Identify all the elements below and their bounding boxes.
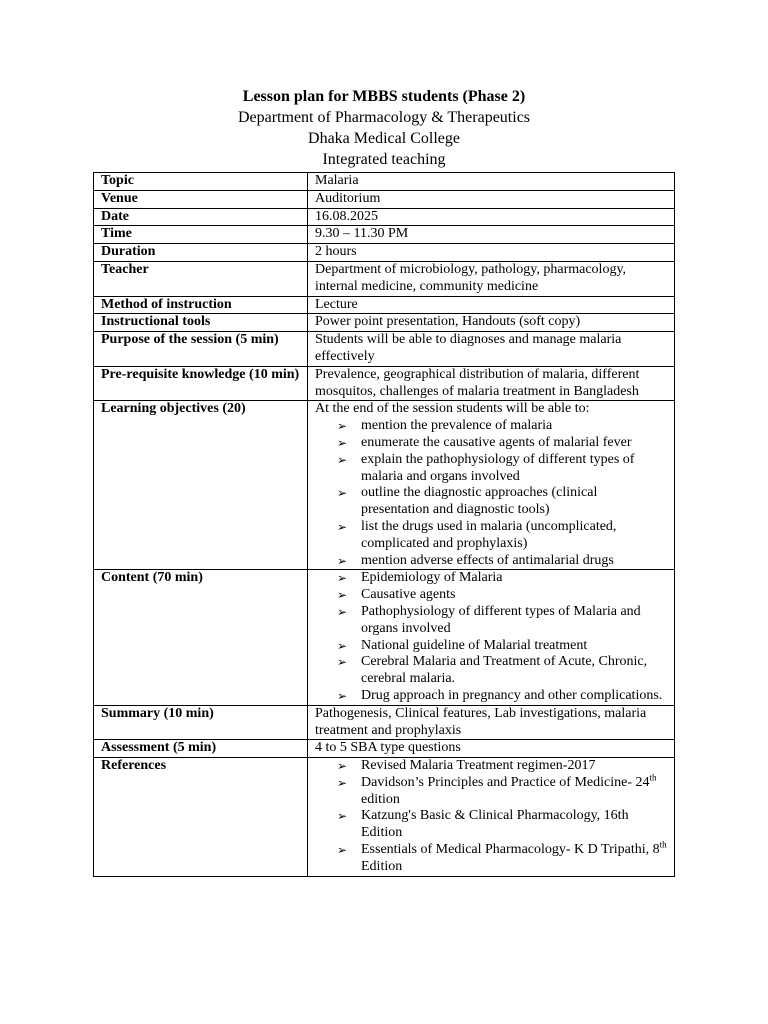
table-row	[94, 314, 675, 332]
list-item: ➢ Revised Malaria Treatment regimen-2017	[337, 758, 596, 774]
table-row	[94, 740, 675, 758]
list-item: ➢ Drug approach in pregnancy and other complications.	[337, 687, 663, 703]
row-value: Lecture	[308, 296, 675, 314]
arrow-bullet-icon: ➢	[337, 519, 348, 534]
arrow-bullet-icon: ➢	[337, 775, 348, 790]
arrow-bullet-icon: ➢	[337, 588, 348, 603]
table-row	[94, 261, 675, 296]
objectives-intro: At the end of the session students will be able to:	[315, 401, 590, 417]
row-label: Pre-requisite knowledge (10 min)	[94, 366, 308, 401]
row-label: Purpose of the session (5 min)	[94, 332, 308, 367]
arrow-bullet-icon: ➢	[337, 843, 348, 858]
row-value	[308, 401, 675, 570]
arrow-bullet-icon: ➢	[337, 486, 348, 501]
table-row	[94, 401, 675, 570]
objectives-list	[315, 418, 668, 569]
arrow-bullet-icon: ➢	[337, 553, 348, 568]
table-row	[94, 570, 675, 705]
list-item: ➢ Katzung's Basic & Clinical Pharmacology, 16th Edition	[337, 808, 629, 841]
row-value: Department of microbiology, pathology, pharmacology, internal medicine, community medicine	[308, 261, 675, 296]
arrow-bullet-icon: ➢	[337, 688, 348, 703]
row-value: Pathogenesis, Clinical features, Lab investigations, malaria treatment and prophylaxis	[308, 705, 675, 740]
row-label: Teacher	[94, 261, 308, 296]
row-value: Power point presentation, Handouts (soft copy)	[308, 314, 675, 332]
list-item: ➢ enumerate the causative agents of malarial fever	[337, 434, 632, 450]
row-value	[308, 570, 675, 705]
row-value: Prevalence, geographical distribution of malaria, different mosquitos, challenges of malaria treatment in Bangladesh	[308, 366, 675, 401]
document-title: Lesson plan for MBBS students (Phase 2)	[242, 88, 526, 105]
table-row	[94, 366, 675, 401]
table-row	[94, 296, 675, 314]
row-label: Venue	[94, 190, 308, 208]
list-item: ➢ Davidson’s Principles and Practice of Medicine- 24th edition	[337, 772, 657, 807]
row-value: Students will be able to diagnoses and manage malaria effectively	[308, 332, 675, 367]
content-list	[315, 570, 668, 704]
table-row	[94, 190, 675, 208]
row-value: 16.08.2025	[308, 208, 675, 226]
row-value: Malaria	[308, 173, 675, 191]
list-item: ➢ National guideline of Malarial treatment	[337, 637, 588, 653]
teaching-mode: Integrated teaching	[322, 151, 446, 168]
row-value: 2 hours	[308, 244, 675, 262]
row-label: Time	[94, 226, 308, 244]
arrow-bullet-icon: ➢	[337, 655, 348, 670]
list-item: ➢ Epidemiology of Malaria	[337, 570, 503, 586]
arrow-bullet-icon: ➢	[337, 604, 348, 619]
row-label: Date	[94, 208, 308, 226]
row-label: Method of instruction	[94, 296, 308, 314]
row-value: 4 to 5 SBA type questions	[308, 740, 675, 758]
row-value: Auditorium	[308, 190, 675, 208]
list-item: ➢ Essentials of Medical Pharmacology- K D Tripathi, 8th Edition	[337, 839, 667, 874]
arrow-bullet-icon: ➢	[337, 638, 348, 653]
row-label: Instructional tools	[94, 314, 308, 332]
row-value	[308, 758, 675, 877]
arrow-bullet-icon: ➢	[337, 809, 348, 824]
department-name: Department of Pharmacology & Therapeutics	[237, 109, 531, 126]
document-heading	[0, 86, 768, 170]
table-row	[94, 758, 675, 877]
table-row	[94, 173, 675, 191]
row-label: Learning objectives (20)	[94, 401, 308, 570]
references-list	[315, 758, 668, 876]
row-label: Content (70 min)	[94, 570, 308, 705]
row-label: Assessment (5 min)	[94, 740, 308, 758]
row-label: Duration	[94, 244, 308, 262]
list-item: ➢ mention the prevalence of malaria	[337, 418, 553, 434]
arrow-bullet-icon: ➢	[337, 452, 348, 467]
row-label: References	[94, 758, 308, 877]
table-row	[94, 208, 675, 226]
list-item: ➢ Cerebral Malaria and Treatment of Acute, Chronic, cerebral malaria.	[337, 654, 648, 687]
list-item: ➢ mention adverse effects of antimalarial drugs	[337, 552, 614, 568]
arrow-bullet-icon: ➢	[337, 419, 348, 434]
table-row	[94, 332, 675, 367]
row-label: Topic	[94, 173, 308, 191]
list-item: ➢ list the drugs used in malaria (uncomplicated, complicated and prophylaxis)	[337, 518, 617, 551]
list-item: ➢ outline the diagnostic approaches (clinical presentation and diagnostic tools)	[337, 485, 598, 518]
list-item: ➢ Causative agents	[337, 587, 456, 603]
arrow-bullet-icon: ➢	[337, 759, 348, 774]
arrow-bullet-icon: ➢	[337, 435, 348, 450]
list-item: ➢ Pathophysiology of different types of Malaria and organs involved	[337, 603, 641, 636]
lesson-plan-table	[93, 172, 675, 877]
arrow-bullet-icon: ➢	[337, 571, 348, 586]
row-label: Summary (10 min)	[94, 705, 308, 740]
row-value: 9.30 – 11.30 PM	[308, 226, 675, 244]
table-row	[94, 226, 675, 244]
table-row	[94, 244, 675, 262]
list-item: ➢ explain the pathophysiology of different types of malaria and organs involved	[337, 451, 635, 484]
table-row	[94, 705, 675, 740]
college-name: Dhaka Medical College	[308, 130, 460, 147]
